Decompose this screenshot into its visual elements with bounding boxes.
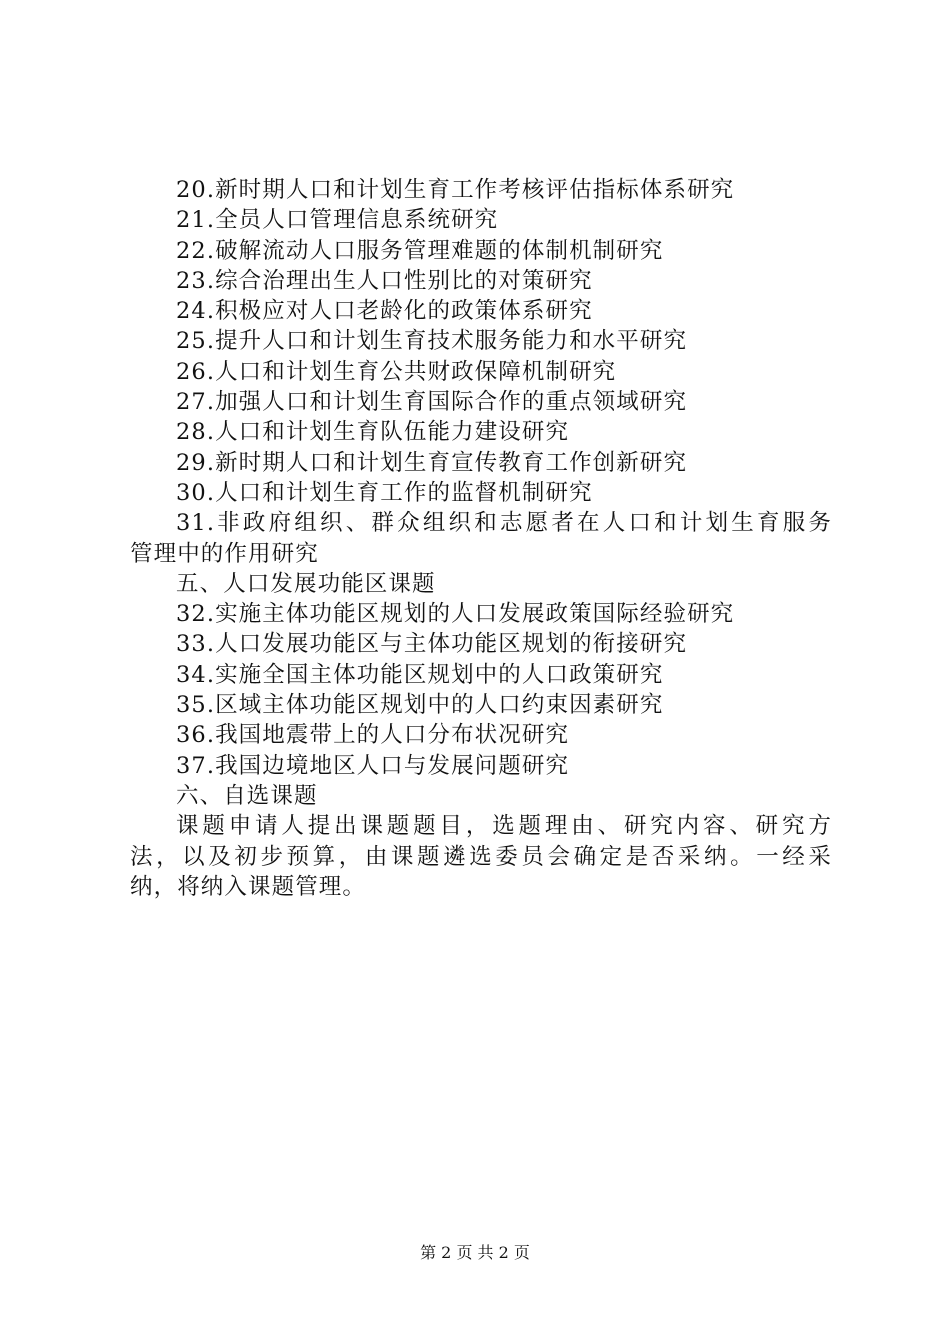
text-line: 29.新时期人口和计划生育宣传教育工作创新研究 bbox=[176, 449, 688, 476]
page-number-footer: 第 2 页 共 2 页 bbox=[420, 1243, 530, 1262]
text-line: 31.非政府组织、群众组织和志愿者在人口和计划生育服务 bbox=[176, 510, 832, 537]
text-line: 纳，将纳入课题管理。 bbox=[130, 873, 367, 900]
text-line: 32.实施主体功能区规划的人口发展政策国际经验研究 bbox=[176, 601, 735, 628]
text-line: 课题申请人提出课题题目，选题理由、研究内容、研究方 bbox=[176, 813, 832, 840]
text-line: 37.我国边境地区人口与发展问题研究 bbox=[176, 752, 570, 779]
text-line: 34.实施全国主体功能区规划中的人口政策研究 bbox=[176, 661, 664, 688]
section-heading: 六、自选课题 bbox=[176, 782, 318, 809]
text-line: 23.综合治理出生人口性别比的对策研究 bbox=[176, 267, 593, 294]
text-line: 26.人口和计划生育公共财政保障机制研究 bbox=[176, 358, 617, 385]
section-heading: 五、人口发展功能区课题 bbox=[176, 570, 436, 597]
text-line: 35.区域主体功能区规划中的人口约束因素研究 bbox=[176, 692, 664, 719]
document-body bbox=[130, 175, 832, 902]
text-line: 22.破解流动人口服务管理难题的体制机制研究 bbox=[176, 237, 664, 264]
text-line: 管理中的作用研究 bbox=[130, 540, 319, 567]
text-line: 21.全员人口管理信息系统研究 bbox=[176, 207, 499, 234]
text-line: 27.加强人口和计划生育国际合作的重点领域研究 bbox=[176, 389, 688, 416]
text-line: 30.人口和计划生育工作的监督机制研究 bbox=[176, 479, 593, 506]
text-line: 24.积极应对人口老龄化的政策体系研究 bbox=[176, 298, 593, 325]
text-line: 25.提升人口和计划生育技术服务能力和水平研究 bbox=[176, 328, 688, 355]
text-line: 法，以及初步预算，由课题遴选委员会确定是否采纳。一经采 bbox=[130, 843, 832, 870]
text-line: 28.人口和计划生育队伍能力建设研究 bbox=[176, 419, 570, 446]
text-line: 33.人口发展功能区与主体功能区规划的衔接研究 bbox=[176, 631, 688, 658]
text-line: 36.我国地震带上的人口分布状况研究 bbox=[176, 722, 570, 749]
text-line: 20.新时期人口和计划生育工作考核评估指标体系研究 bbox=[176, 177, 735, 203]
